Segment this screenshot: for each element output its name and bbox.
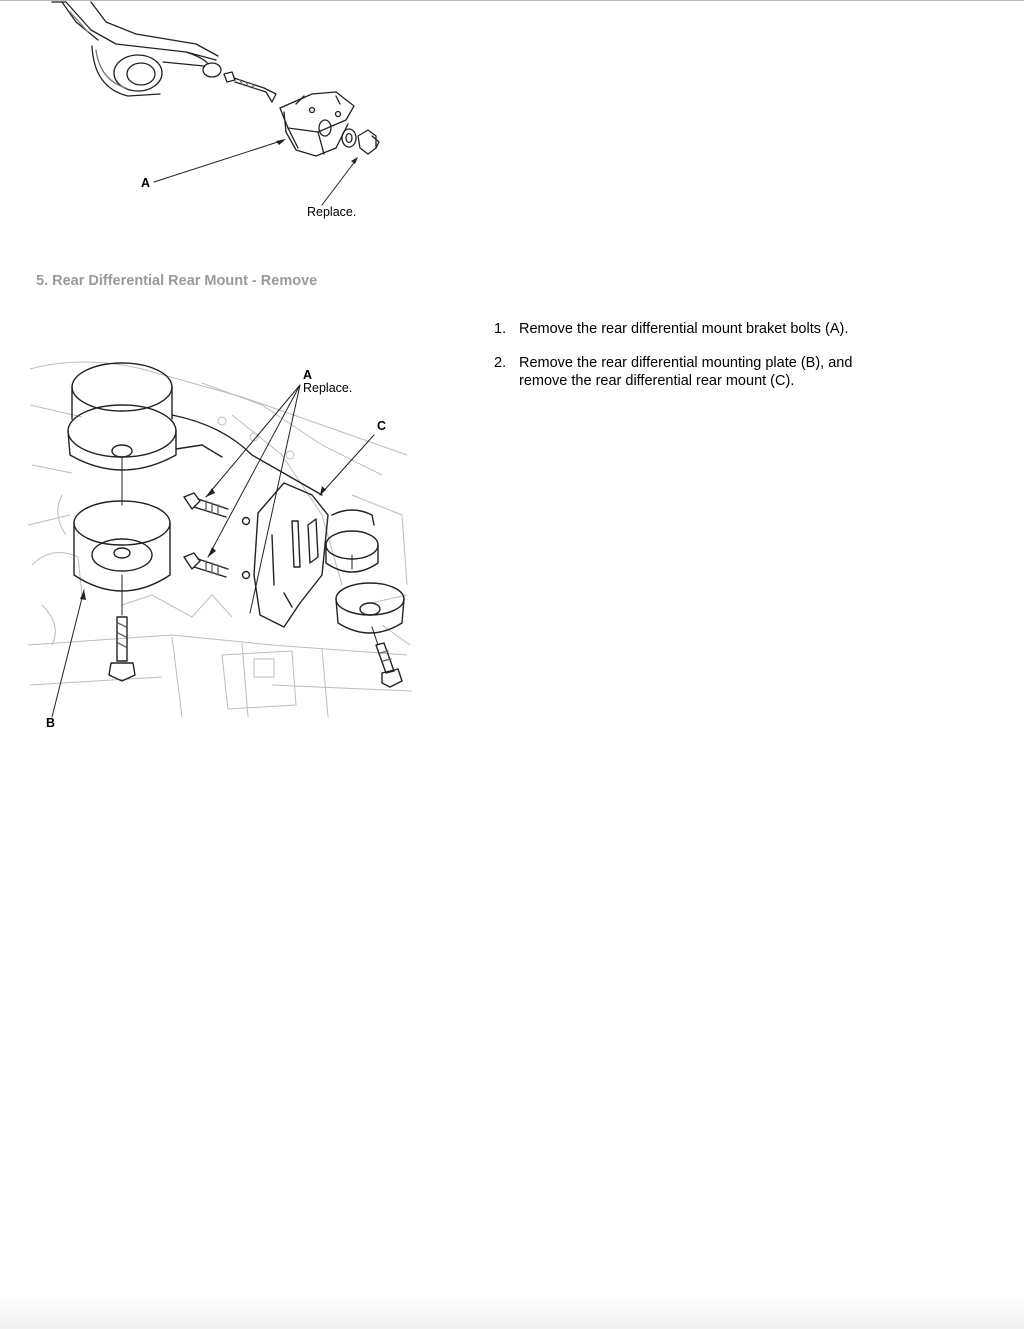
callout-b-label: B bbox=[46, 716, 56, 730]
rear-mount-illustration bbox=[22, 345, 417, 735]
section-heading: 5. Rear Differential Rear Mount - Remove bbox=[36, 273, 318, 289]
page-bottom-shade bbox=[0, 1293, 1024, 1329]
callout-a-label: A bbox=[141, 176, 151, 190]
step-text: Remove the rear differential mounting plate (B), and remove the rear differential rear mount (C). bbox=[519, 355, 853, 389]
procedure-step bbox=[494, 354, 894, 390]
callout-replace-label: Replace. bbox=[307, 205, 357, 219]
callout-a-label: A bbox=[303, 368, 313, 382]
procedure-steps bbox=[494, 320, 894, 406]
callout-c-label: C bbox=[377, 419, 387, 433]
step-number: 1. bbox=[494, 321, 507, 337]
procedure-step bbox=[494, 320, 894, 338]
rear-mount-drawing bbox=[22, 345, 417, 735]
step-number: 2. bbox=[494, 355, 507, 371]
step-text: Remove the rear differential mount braket bolts (A). bbox=[519, 321, 849, 337]
mount-bracket-illustration bbox=[36, 0, 416, 235]
callout-replace-label: Replace. bbox=[303, 381, 353, 395]
mount-bracket-drawing bbox=[36, 0, 416, 235]
